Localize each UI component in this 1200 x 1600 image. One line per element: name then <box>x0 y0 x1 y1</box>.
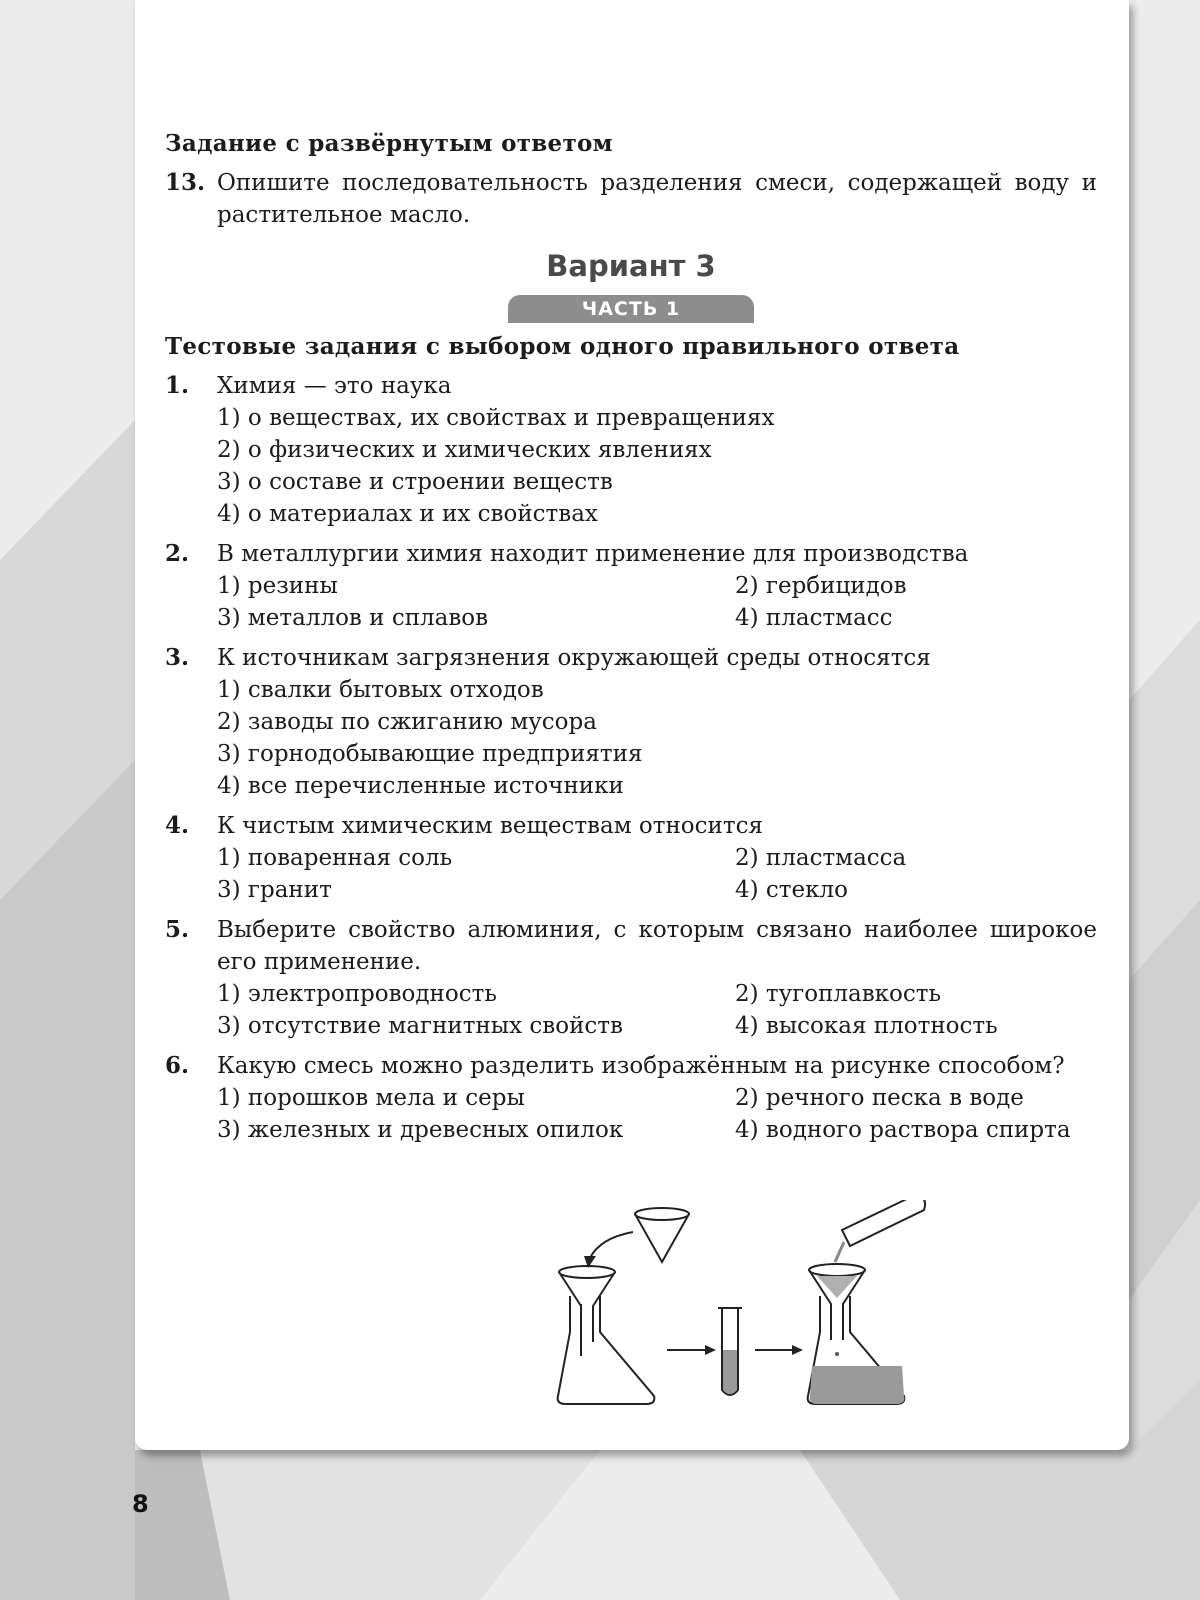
answer-option: 1) поваренная соль <box>217 845 453 871</box>
answer-option: 2) гербицидов <box>735 573 907 599</box>
answer-options <box>217 978 1097 1042</box>
answer-option: 3) гранит <box>217 877 332 903</box>
answer-option: 2) пластмасса <box>735 845 907 871</box>
answer-option: 2) речного песка в воде <box>735 1085 1024 1111</box>
answer-option: 3) металлов и сплавов <box>217 605 489 631</box>
pouring-tube-icon <box>835 1200 925 1262</box>
answer-option: 4) стекло <box>735 877 848 903</box>
question-13 <box>165 167 1097 231</box>
question-number: 4. <box>165 812 190 839</box>
answer-option: 4) все перечисленные источники <box>217 773 624 799</box>
question-text: Химия — это наука <box>217 373 452 399</box>
answer-option: 3) железных и древесных опилок <box>217 1117 624 1143</box>
question-5 <box>165 914 1097 1042</box>
question-number: 6. <box>165 1052 190 1079</box>
question-text: Выберите свойство алюминия, с которым связано наиболее широкое его применение. <box>217 917 1097 975</box>
answer-option: 2) о физических и химических явлениях <box>217 437 712 463</box>
answer-option: 3) отсутствие магнитных свойств <box>217 1013 623 1039</box>
page-content <box>165 130 1097 1154</box>
answer-option: 4) водного раствора спирта <box>735 1117 1071 1143</box>
answer-option: 1) резины <box>217 573 338 599</box>
question-number: 1. <box>165 372 190 399</box>
question-text: Опишите последовательность разделения смеси, содержащей воду и растительное масло. <box>217 170 1097 228</box>
question-text: К источникам загрязнения окружающей среды относятся <box>217 645 931 671</box>
question-1 <box>165 370 1097 530</box>
answer-option: 1) свалки бытовых отходов <box>217 677 544 703</box>
answer-option: 1) порошков мела и серы <box>217 1085 525 1111</box>
answer-option: 4) о материалах и их свойствах <box>217 501 598 527</box>
answer-option: 2) тугоплавкость <box>735 981 942 1007</box>
answer-option: 2) заводы по сжиганию мусора <box>217 709 597 735</box>
question-4 <box>165 810 1097 906</box>
answer-option: 3) горнодобывающие предприятия <box>217 741 643 767</box>
answer-option: 4) высокая плотность <box>735 1013 998 1039</box>
answer-option: 3) о составе и строении веществ <box>217 469 613 495</box>
answer-options <box>217 1082 1097 1146</box>
answer-options <box>217 570 1097 634</box>
question-number: 2. <box>165 540 190 567</box>
page-number: 8 <box>132 1490 149 1518</box>
question-3 <box>165 642 1097 802</box>
curved-arrow-icon <box>590 1232 633 1258</box>
answer-option: 4) пластмасс <box>735 605 893 631</box>
workbook-page <box>135 0 1129 1450</box>
question-6 <box>165 1050 1097 1146</box>
question-2 <box>165 538 1097 634</box>
test-heading: Тестовые задания с выбором одного правильного ответа <box>165 333 960 360</box>
question-text: К чистым химическим веществам относится <box>217 813 763 839</box>
answer-option: 1) электропроводность <box>217 981 497 1007</box>
answer-option: 1) о веществах, их свойствах и превращениях <box>217 405 775 431</box>
question-text: В металлургии химия находит применение для производства <box>217 541 969 567</box>
filter-paper-icon <box>635 1208 689 1262</box>
answer-options <box>217 842 1097 906</box>
part-label: ЧАСТЬ 1 <box>508 295 754 323</box>
flask-with-funnel-icon <box>558 1266 655 1404</box>
question-number: 13. <box>165 169 206 196</box>
flask-with-filtrate-icon <box>808 1264 905 1404</box>
question-number: 3. <box>165 644 190 671</box>
variant-title: Вариант 3 <box>546 249 716 283</box>
test-tube-icon <box>718 1308 742 1395</box>
question-text: Какую смесь можно разделить изображённым на рисунке способом? <box>217 1053 1065 1079</box>
extended-task-heading: Задание с развёрнутым ответом <box>165 130 613 157</box>
question-number: 5. <box>165 916 190 943</box>
filtration-illustration <box>440 1200 960 1440</box>
